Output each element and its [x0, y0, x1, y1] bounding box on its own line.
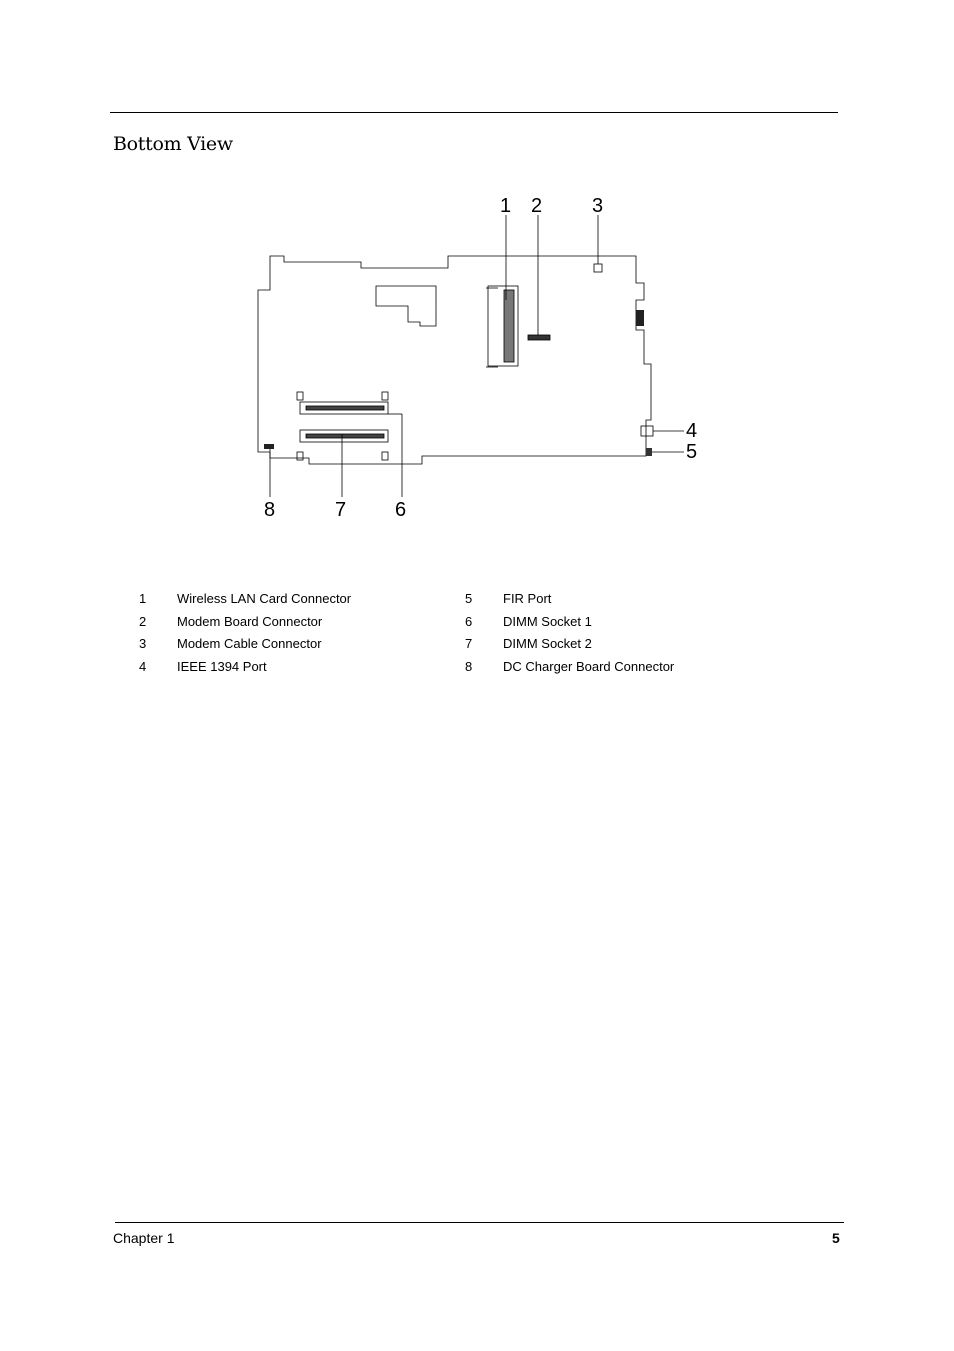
dimm-socket-2 [297, 430, 388, 460]
callout-5: 5 [686, 441, 698, 463]
callout-6: 6 [395, 499, 407, 521]
modem-cable-connector [594, 264, 602, 272]
legend-number: 1 [139, 591, 147, 606]
callout-7: 7 [335, 499, 347, 521]
legend-label: Modem Cable Connector [177, 636, 322, 651]
dc-charger-connector [264, 444, 274, 449]
modem-board-connector [528, 335, 550, 340]
callout-4: 4 [686, 420, 698, 442]
footer-chapter: Chapter 1 [113, 1230, 175, 1246]
section-title: Bottom View [113, 133, 233, 155]
legend-label: FIR Port [503, 591, 552, 606]
board-outline [258, 256, 651, 464]
legend-label: DIMM Socket 2 [503, 636, 592, 651]
footer-page-number: 5 [832, 1230, 840, 1246]
legend-label: Modem Board Connector [177, 614, 323, 629]
legend-number: 6 [465, 614, 473, 629]
board-cutout [376, 286, 436, 326]
dimm-socket-1 [297, 392, 388, 414]
fir-port [646, 448, 652, 456]
legend-number: 3 [139, 636, 147, 651]
ieee1394-port [641, 426, 653, 436]
legend-number: 5 [465, 591, 473, 606]
footer-rule [115, 1222, 844, 1223]
legend-label: Wireless LAN Card Connector [177, 591, 352, 606]
callout-3: 3 [592, 195, 604, 217]
legend-number: 2 [139, 614, 147, 629]
motherboard-bottom-diagram [0, 0, 954, 560]
legend-label: DIMM Socket 1 [503, 614, 592, 629]
legend-label: DC Charger Board Connector [503, 659, 675, 674]
wlan-connector [486, 286, 518, 367]
callout-8: 8 [264, 499, 276, 521]
legend-number: 7 [465, 636, 473, 651]
callout-2: 2 [531, 195, 543, 217]
legend-label: IEEE 1394 Port [177, 659, 267, 674]
leader-lines [270, 215, 684, 497]
legend-number: 4 [139, 659, 147, 674]
callout-1: 1 [500, 195, 512, 217]
edge-connector [636, 310, 644, 326]
legend-number: 8 [465, 659, 473, 674]
